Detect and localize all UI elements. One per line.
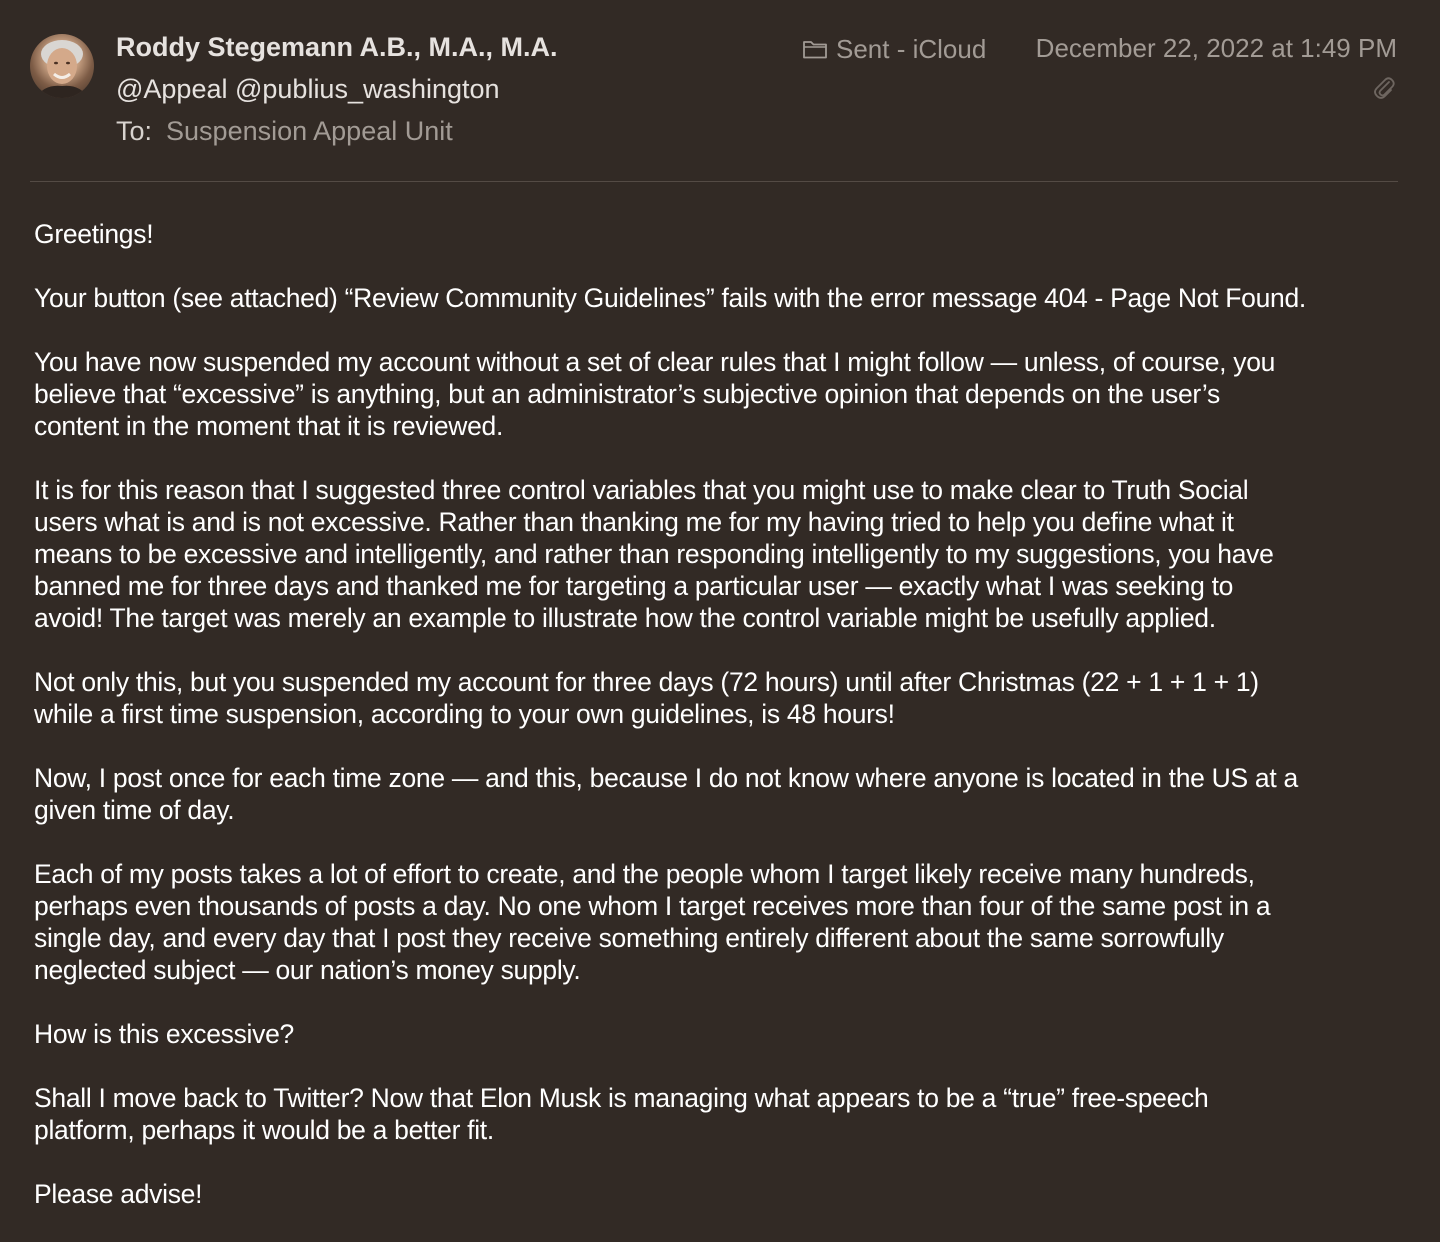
paperclip-icon[interactable]	[1372, 74, 1396, 102]
message-header	[0, 0, 1440, 182]
mailbox-location[interactable]	[802, 33, 986, 65]
mailbox-name: Sent - iCloud	[836, 33, 987, 64]
body-paragraph: Your button (see attached) “Review Community Guidelines” fails with the error message 404 - Page Not Found.	[34, 283, 1306, 313]
recipient-row	[116, 116, 453, 147]
header-divider	[30, 181, 1398, 182]
message-date: December 22, 2022 at 1:49 PM	[1035, 33, 1397, 63]
body-paragraph: Greetings!	[34, 219, 154, 249]
body-paragraph: Now, I post once for each time zone — and this, because I do not know where anyone is located in the US at a given time of day.	[34, 763, 1298, 825]
body-paragraph: You have now suspended my account without a set of clear rules that I might follow — unless, of course, you believe that “excessive” is anything, but an administrator’s subjective opinion that depends on the user’s content in the moment that it is reviewed.	[34, 347, 1276, 441]
body-paragraph: Each of my posts takes a lot of effort to create, and the people whom I target likely receive many hundreds, perhaps even thousands of posts a day. No one whom I target receives more than four of the same post in a single day, and every day that I post they receive something entirely different about the same sorrowfully neglected subject — our nation’s money supply.	[34, 859, 1271, 985]
body-paragraph: Shall I move back to Twitter? Now that Elon Musk is managing what appears to be a “true” free-speech platform, perhaps it would be a better fit.	[34, 1083, 1209, 1145]
body-paragraph: It is for this reason that I suggested three control variables that you might use to make clear to Truth Social users what is and is not excessive. Rather than thanking me for my having tried to help you define what it means to be excessive and intelligently, and rather than responding intelligently to my suggestions, you have banned me for three days and thanked me for targeting a particular user — exactly what I was seeking to avoid! The target was merely an example to illustrate how the control variable might be usefully applied.	[34, 475, 1274, 633]
sender-avatar[interactable]	[30, 34, 94, 98]
recipient-name[interactable]: Suspension Appeal Unit	[166, 116, 453, 146]
body-paragraph: Not only this, but you suspended my account for three days (72 hours) until after Christmas (22 + 1 + 1 + 1) while a first time suspension, according to your own guidelines, is 48 hours!	[34, 667, 1259, 729]
sender-name[interactable]: Roddy Stegemann A.B., M.A., M.A.	[116, 32, 558, 62]
message-subject: @Appeal @publius_washington	[116, 74, 500, 104]
to-label: To:	[116, 116, 153, 146]
message-body	[34, 218, 1424, 1242]
folder-icon	[802, 38, 828, 60]
body-paragraph: How is this excessive?	[34, 1019, 294, 1049]
body-paragraph: Please advise!	[34, 1179, 203, 1209]
